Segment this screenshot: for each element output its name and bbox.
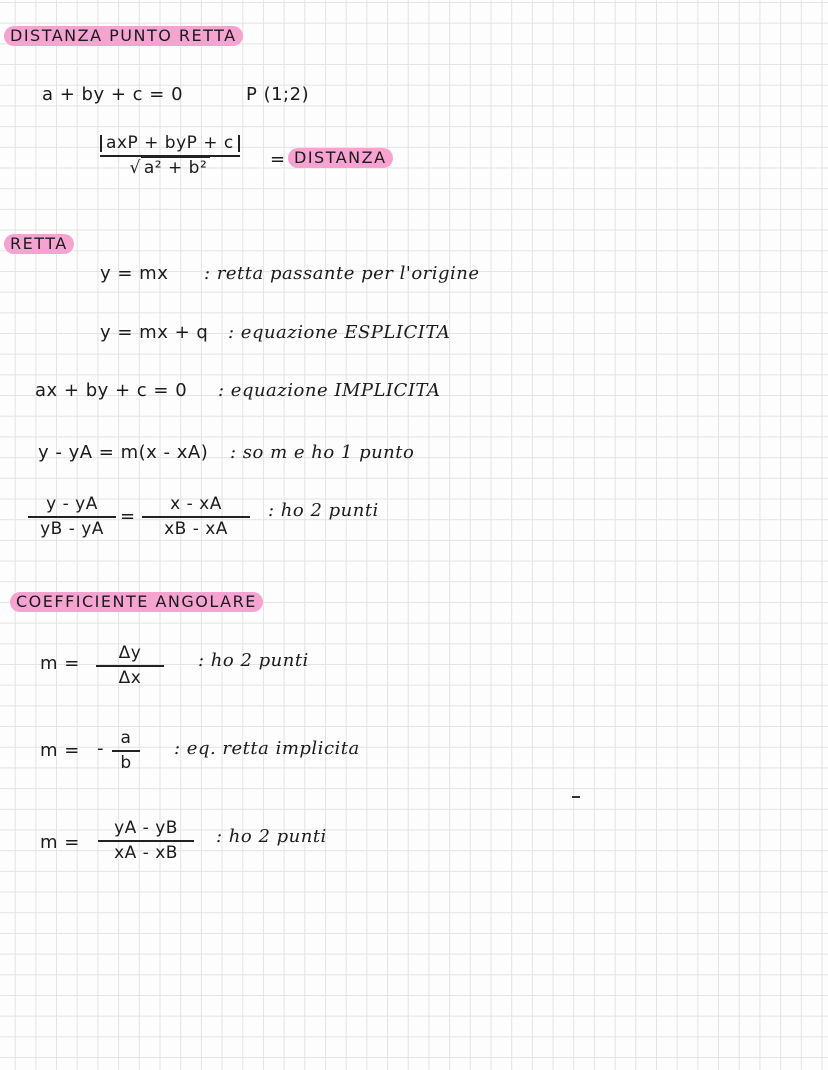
retta-formula-1: y = mx: [100, 263, 169, 284]
coeff-denominator-2: b: [120, 752, 132, 773]
two-points-left-fraction: [28, 496, 116, 538]
heading-coefficiente-angolare: COEFFICIENTE ANGOLARE: [10, 592, 263, 612]
distance-equals: =: [270, 149, 286, 170]
coeff-fraction-3: [98, 820, 194, 862]
heading-retta: RETTA: [4, 234, 74, 254]
coeff-lhs-3: m =: [40, 832, 80, 853]
coeff-lhs-2: m =: [40, 740, 80, 761]
retta-note-3: : equazione IMPLICITA: [218, 380, 441, 401]
coeff-numerator-3: yA - yB: [114, 818, 178, 838]
retta-note-4: : so m e ho 1 punto: [230, 442, 415, 463]
heading-distanza-punto-retta: DISTANZA PUNTO RETTA: [4, 26, 243, 46]
retta-formula-4: y - yA = m(x - xA): [38, 442, 209, 463]
two-points-note: : ho 2 punti: [268, 500, 379, 521]
coeff-fraction-2: [112, 730, 140, 772]
stray-pen-mark: [572, 796, 580, 798]
coeff-denominator-1: Δx: [118, 667, 142, 688]
coeff-lhs-1: m =: [40, 653, 80, 674]
retta-formula-2: y = mx + q: [100, 322, 209, 343]
fraction-bar: [112, 750, 140, 752]
distance-numerator: axP + byP + c: [100, 135, 240, 152]
sqrt-radicand: a² + b²: [141, 157, 210, 178]
coeff-sign-2: -: [97, 738, 104, 759]
coeff-numerator-1: Δy: [118, 643, 142, 663]
fraction-bar: [28, 516, 116, 518]
line-equation: a + by + c = 0: [42, 84, 184, 105]
retta-note-2: : equazione ESPLICITA: [228, 322, 451, 343]
coeff-fraction-1: [96, 645, 164, 687]
coeff-denominator-3: xA - xB: [114, 842, 178, 863]
coeff-note-1: : ho 2 punti: [198, 650, 309, 671]
fraction-bar: [96, 665, 164, 667]
coeff-note-2: : eq. retta implicita: [174, 738, 360, 759]
point-p: P (1;2): [246, 84, 310, 105]
two-points-left-numerator: y - yA: [46, 494, 98, 514]
retta-note-1: : retta passante per l'origine: [204, 263, 480, 284]
two-points-right-fraction: [142, 496, 250, 538]
two-points-right-denominator: xB - xA: [164, 518, 228, 539]
distance-formula: [100, 135, 240, 177]
distanza-label: DISTANZA: [288, 148, 393, 168]
fraction-bar: [142, 516, 250, 518]
fraction-bar: [98, 840, 194, 842]
retta-formula-3: ax + by + c = 0: [35, 380, 188, 401]
sqrt-sign: √: [129, 157, 141, 178]
distance-denominator: [129, 157, 211, 178]
two-points-left-denominator: yB - yA: [40, 518, 104, 539]
two-points-right-numerator: x - xA: [170, 494, 222, 514]
coeff-note-3: : ho 2 punti: [216, 826, 327, 847]
two-points-equals: =: [120, 506, 136, 527]
coeff-numerator-2: a: [120, 728, 132, 748]
